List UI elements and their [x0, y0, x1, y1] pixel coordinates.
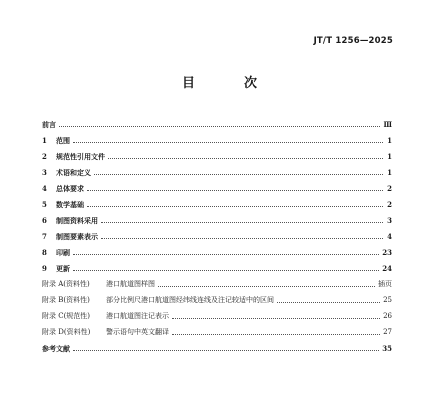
toc-label: 规范性引用文件 [56, 152, 105, 161]
toc-label: 港口航道图样图 [106, 280, 155, 288]
toc-page: 3 [387, 216, 392, 225]
toc-page: 35 [382, 344, 392, 353]
toc-page: 2 [387, 184, 392, 193]
toc-label: 警示语句中英文翻译 [106, 328, 169, 336]
dot-leader [73, 254, 379, 255]
toc-number: 6 [42, 216, 47, 225]
toc-label: 范围 [56, 136, 70, 145]
toc-page: 23 [382, 248, 392, 257]
toc-label: 印刷 [56, 248, 70, 257]
appendix-label: 附录 A(资料性) [42, 280, 90, 288]
toc-entry-appendix-b[interactable] [42, 289, 392, 305]
toc-page: 1 [387, 152, 392, 161]
toc-entry-2[interactable] [42, 145, 392, 161]
toc-page: Ⅲ [383, 120, 392, 129]
toc-entry-6[interactable] [42, 209, 392, 225]
toc-label: 更新 [56, 264, 70, 273]
dot-leader [101, 238, 383, 239]
toc-number: 2 [42, 152, 47, 161]
toc-page: 插页 [378, 280, 392, 288]
toc-label: 制图要素表示 [56, 232, 98, 241]
toc-number: 8 [42, 248, 47, 257]
toc-entry-appendix-a[interactable] [42, 273, 392, 289]
toc-label: 港口航道图注记表示 [106, 312, 169, 320]
toc-number: 9 [42, 264, 47, 273]
toc-label: 部分比例尺港口航道图经纬线连线及注记较适中的区间 [106, 296, 274, 304]
dot-leader [101, 222, 383, 223]
toc-number: 4 [42, 184, 47, 193]
toc-page: 25 [383, 296, 392, 304]
toc-entry-appendix-d[interactable] [42, 321, 392, 337]
appendix-label: 附录 C(规范性) [42, 312, 91, 320]
toc-label: 前言 [42, 120, 56, 129]
toc-entry-4[interactable] [42, 177, 392, 193]
toc-label: 数学基础 [56, 200, 84, 209]
table-of-contents [42, 113, 392, 353]
toc-entry-references[interactable] [42, 337, 392, 353]
dot-leader [87, 190, 383, 191]
toc-number: 1 [42, 136, 47, 145]
toc-entry-appendix-c[interactable] [42, 305, 392, 321]
toc-page: 4 [387, 232, 392, 241]
toc-label: 制图资料采用 [56, 216, 98, 225]
toc-entry-1[interactable] [42, 129, 392, 145]
dot-leader [158, 286, 375, 287]
toc-page: 2 [387, 200, 392, 209]
dot-leader [73, 350, 379, 351]
dot-leader [73, 142, 383, 143]
dot-leader [172, 334, 380, 335]
dot-leader [172, 318, 380, 319]
dot-leader [87, 206, 383, 207]
toc-label: 术语和定义 [56, 168, 91, 177]
dot-leader [277, 302, 380, 303]
toc-page: 1 [387, 168, 392, 177]
toc-page: 1 [387, 136, 392, 145]
toc-page: 24 [382, 264, 392, 273]
toc-number: 3 [42, 168, 47, 177]
dot-leader [94, 174, 383, 175]
toc-entry-8[interactable] [42, 241, 392, 257]
toc-page: 27 [383, 328, 392, 336]
dot-leader [59, 126, 380, 127]
appendix-label: 附录 D(资料性) [42, 328, 91, 336]
toc-number: 5 [42, 200, 47, 209]
toc-label: 总体要求 [56, 184, 84, 193]
appendix-label: 附录 B(资料性) [42, 296, 90, 304]
toc-entry-5[interactable] [42, 193, 392, 209]
toc-entry-foreword[interactable] [42, 113, 392, 129]
page-title: 目 次 [181, 76, 275, 91]
toc-page: 26 [383, 312, 392, 320]
dot-leader [108, 158, 383, 159]
toc-entry-9[interactable] [42, 257, 392, 273]
dot-leader [73, 270, 379, 271]
standard-code: JT/T 1256—2025 [313, 36, 393, 46]
toc-entry-7[interactable] [42, 225, 392, 241]
toc-label: 参考文献 [42, 344, 70, 353]
toc-entry-3[interactable] [42, 161, 392, 177]
toc-number: 7 [42, 232, 47, 241]
